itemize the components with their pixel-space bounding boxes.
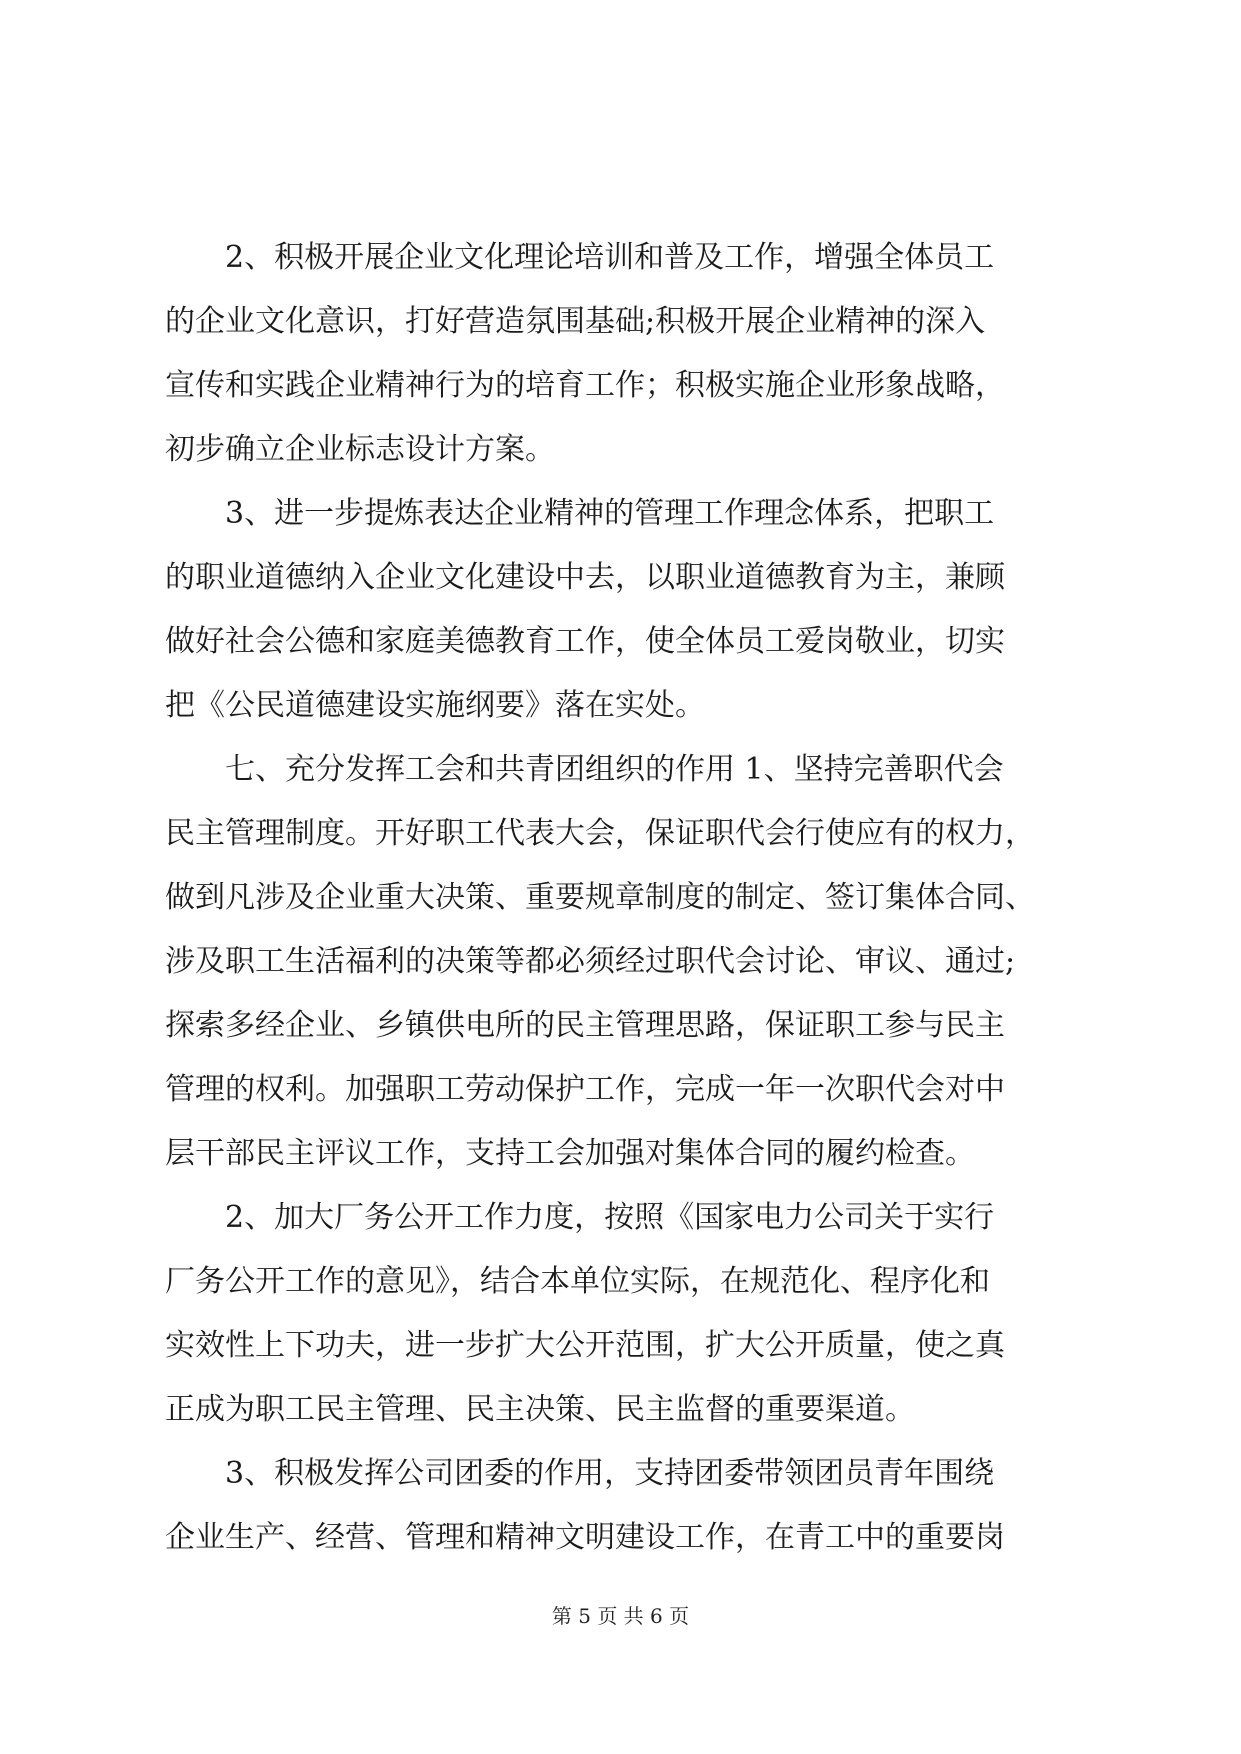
page-number-footer: 第 5 页 共 6 页: [551, 1604, 690, 1628]
text-line: 企业生产、经营、管理和精神文明建设工作，在青工中的重要岗: [165, 1520, 1005, 1555]
text-line: 的企业文化意识，打好营造氛围基础;积极开展企业精神的深入: [165, 304, 986, 339]
text-line: 的职业道德纳入企业文化建设中去，以职业道德教育为主，兼顾: [165, 560, 1005, 595]
text-line: 3、进一步提炼表达企业精神的管理工作理念体系，把职工: [165, 496, 995, 531]
text-line: 3、积极发挥公司团委的作用，支持团委带领团员青年围绕: [165, 1456, 995, 1491]
text-line: 初步确立企业标志设计方案。: [165, 432, 555, 467]
text-line: 做到凡涉及企业重大决策、重要规章制度的制定、签订集体合同、: [165, 880, 1035, 915]
document-body: [165, 226, 1077, 1570]
text-line: 做好社会公德和家庭美德教育工作，使全体员工爱岗敬业，切实: [165, 624, 1005, 659]
text-line: 民主管理制度。开好职工代表大会，保证职代会行使应有的权力，: [165, 816, 1035, 851]
text-line: 厂务公开工作的意见》，结合本单位实际，在规范化、程序化和: [165, 1264, 990, 1299]
text-line: 2、积极开展企业文化理论培训和普及工作，增强全体员工: [165, 240, 995, 275]
text-line: 涉及职工生活福利的决策等都必须经过职代会讨论、审议、通过;: [165, 944, 1016, 979]
text-line: 宣传和实践企业精神行为的培育工作；积极实施企业形象战略，: [165, 368, 1005, 403]
text-line: 把《公民道德建设实施纲要》落在实处。: [165, 688, 705, 723]
text-line: 正成为职工民主管理、民主决策、民主监督的重要渠道。: [165, 1392, 915, 1427]
text-line: 探索多经企业、乡镇供电所的民主管理思路，保证职工参与民主: [165, 1008, 1005, 1043]
text-line: 实效性上下功夫，进一步扩大公开范围，扩大公开质量，使之真: [165, 1328, 1005, 1363]
text-line: 层干部民主评议工作，支持工会加强对集体合同的履约检查。: [165, 1136, 975, 1171]
text-line: 2、加大厂务公开工作力度，按照《国家电力公司关于实行: [165, 1200, 995, 1235]
text-line: 管理的权利。加强职工劳动保护工作，完成一年一次职代会对中: [165, 1072, 1005, 1107]
text-line: 七、充分发挥工会和共青团组织的作用 1、坚持完善职代会: [165, 752, 1004, 787]
